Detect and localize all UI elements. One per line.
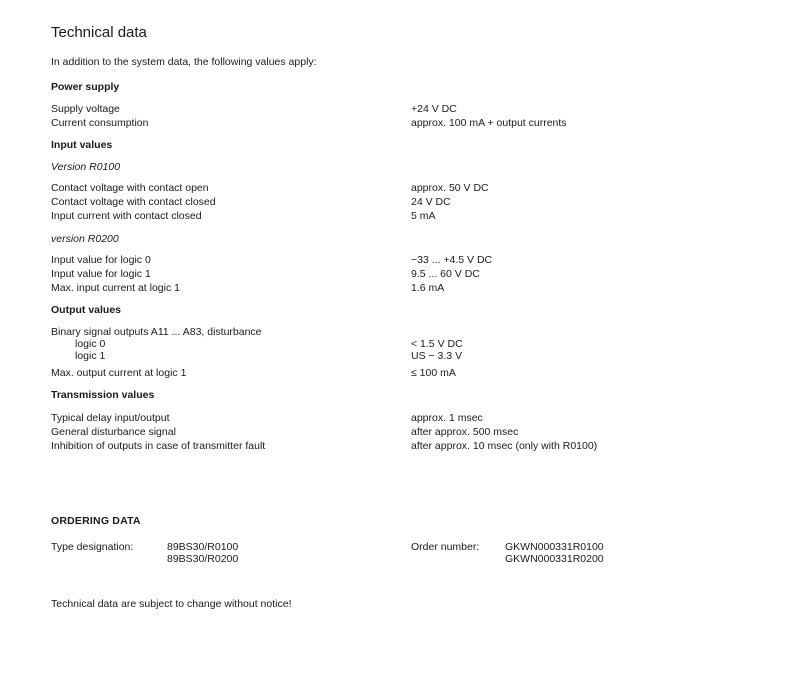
spec-row bbox=[51, 338, 771, 350]
spec-value: after approx. 10 msec (only with R0100) bbox=[411, 440, 598, 452]
intro-text: In addition to the system data, the following values apply: bbox=[51, 56, 317, 68]
spec-value: approx. 1 msec bbox=[411, 412, 483, 424]
spec-label: Contact voltage with contact open bbox=[51, 182, 209, 194]
spec-value: −33 ... +4.5 V DC bbox=[411, 254, 493, 266]
spec-label: logic 0 bbox=[75, 338, 106, 350]
type-designation-label: Type designation: bbox=[51, 541, 134, 553]
input-values-heading: Input values bbox=[51, 139, 113, 151]
spec-row bbox=[51, 326, 771, 338]
spec-value: +24 V DC bbox=[411, 103, 457, 115]
type-code: 89BS30/R0200 bbox=[167, 553, 239, 565]
type-designation-values bbox=[167, 541, 238, 565]
ordering-table bbox=[51, 541, 771, 567]
spec-row bbox=[51, 366, 771, 380]
spec-row bbox=[51, 439, 771, 453]
spec-row bbox=[51, 425, 771, 439]
spec-value: 1.6 mA bbox=[411, 282, 445, 294]
technical-data-page bbox=[51, 20, 771, 611]
page-title: Technical data bbox=[51, 24, 147, 41]
spec-label: Binary signal outputs A11 ... A83, disturbance bbox=[51, 326, 262, 338]
order-number-label: Order number: bbox=[411, 541, 480, 553]
version-r0200-label: version R0200 bbox=[51, 233, 119, 245]
spec-label: Contact voltage with contact closed bbox=[51, 196, 216, 208]
type-code: 89BS30/R0100 bbox=[167, 541, 239, 553]
spec-label: Supply voltage bbox=[51, 103, 120, 115]
spec-label: Input current with contact closed bbox=[51, 210, 202, 222]
spec-label: Input value for logic 0 bbox=[51, 254, 151, 266]
spec-label: General disturbance signal bbox=[51, 426, 176, 438]
spec-value: < 1.5 V DC bbox=[411, 338, 463, 350]
spec-row bbox=[51, 411, 771, 425]
order-code: GKWN000331R0100 bbox=[505, 541, 604, 553]
spec-row bbox=[51, 195, 771, 209]
footer-note: Technical data are subject to change without notice! bbox=[51, 598, 292, 610]
spec-value: 5 mA bbox=[411, 210, 436, 222]
order-code: GKWN000331R0200 bbox=[505, 553, 604, 565]
spec-label: Typical delay input/output bbox=[51, 412, 170, 424]
spec-value: ≤ 100 mA bbox=[411, 367, 456, 379]
ordering-data-heading: ORDERING DATA bbox=[51, 515, 141, 527]
output-values-heading: Output values bbox=[51, 304, 122, 316]
spec-row bbox=[51, 281, 771, 295]
spec-row bbox=[51, 350, 771, 366]
spec-label: Current consumption bbox=[51, 117, 149, 129]
transmission-values-heading: Transmission values bbox=[51, 389, 155, 401]
spec-row bbox=[51, 181, 771, 195]
spec-value: approx. 100 mA + output currents bbox=[411, 117, 567, 129]
spec-value: 9.5 ... 60 V DC bbox=[411, 268, 480, 280]
spec-label: Max. input current at logic 1 bbox=[51, 282, 180, 294]
spec-row bbox=[51, 102, 771, 116]
spec-value: 24 V DC bbox=[411, 196, 451, 208]
power-supply-heading: Power supply bbox=[51, 81, 120, 93]
spec-row bbox=[51, 209, 771, 223]
spec-label: Inhibition of outputs in case of transmitter fault bbox=[51, 440, 266, 452]
spec-value: approx. 50 V DC bbox=[411, 182, 489, 194]
spec-label: logic 1 bbox=[75, 350, 106, 362]
spec-row bbox=[51, 253, 771, 267]
order-number-values bbox=[505, 541, 604, 565]
spec-value: after approx. 500 msec bbox=[411, 426, 519, 438]
spec-label: Input value for logic 1 bbox=[51, 268, 151, 280]
spec-row bbox=[51, 267, 771, 281]
spec-row bbox=[51, 116, 771, 130]
spec-value: US − 3.3 V bbox=[411, 350, 463, 362]
spec-label: Max. output current at logic 1 bbox=[51, 367, 187, 379]
version-r0100-label: Version R0100 bbox=[51, 161, 121, 173]
